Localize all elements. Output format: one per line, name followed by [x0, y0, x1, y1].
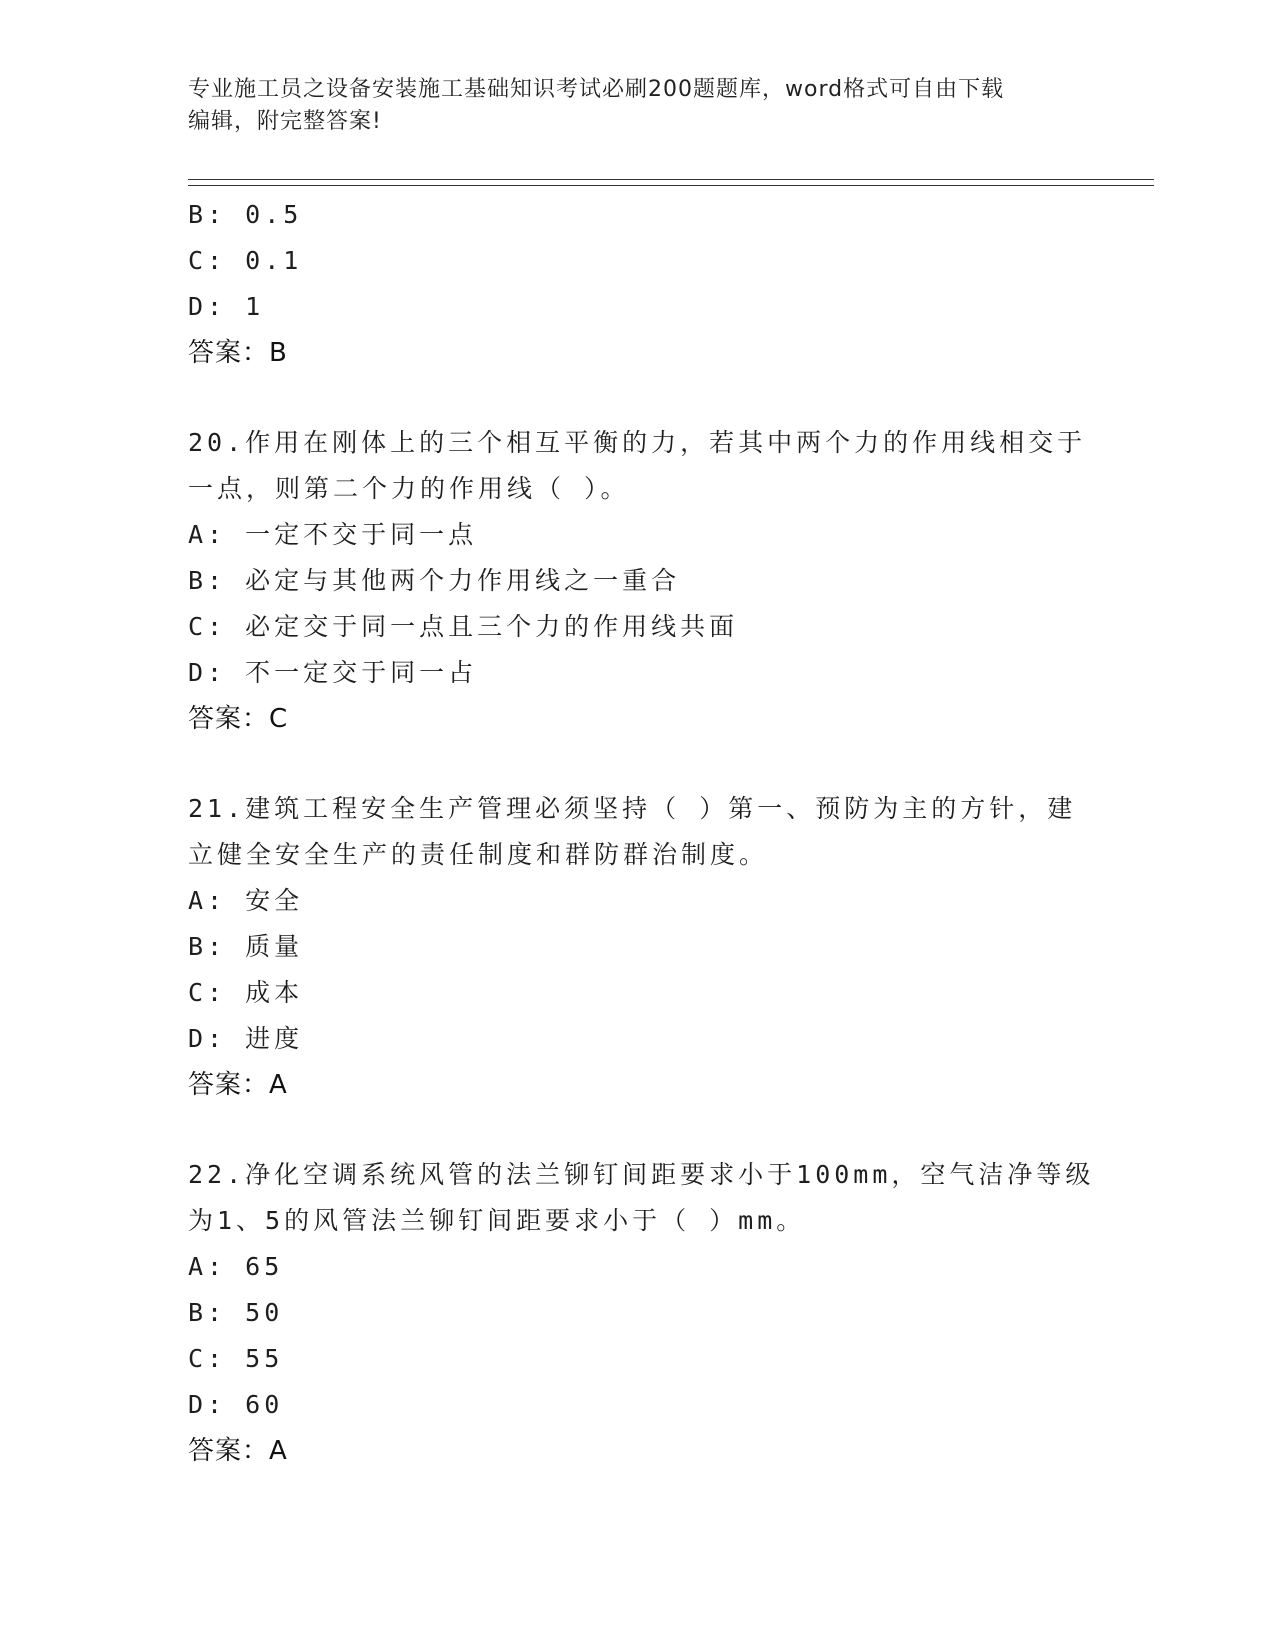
header-line-2: 编辑，附完整答案! [188, 109, 382, 134]
spacer [188, 742, 1088, 786]
option-b: B: 0.5 [188, 200, 303, 229]
document-header [188, 74, 1088, 138]
option-d: D: 进度 [188, 1024, 304, 1053]
question-22 [188, 1152, 1095, 1474]
answer-line: 答案：A [188, 1436, 288, 1466]
option-b: B: 必定与其他两个力作用线之一重合 [188, 566, 681, 595]
spacer [188, 1108, 1088, 1152]
question-19-tail [188, 192, 1088, 376]
option-d: D: 60 [188, 1390, 284, 1419]
question-20 [188, 420, 1088, 742]
question-stem-line-1: 22.净化空调系统风管的法兰铆钉间距要求小于100mm，空气洁净等级 [188, 1160, 1095, 1189]
answer-line: 答案：C [188, 704, 289, 734]
option-c: C: 0.1 [188, 246, 303, 275]
question-stem-line-2: 一点，则第二个力的作用线（ ）。 [188, 474, 630, 503]
option-c: C: 成本 [188, 978, 304, 1007]
option-c: C: 必定交于同一点且三个力的作用线共面 [188, 612, 739, 641]
option-a: A: 一定不交于同一点 [188, 520, 478, 549]
question-stem-line-1: 20.作用在刚体上的三个相互平衡的力，若其中两个力的作用线相交于 [188, 428, 1087, 457]
option-c: C: 55 [188, 1344, 284, 1373]
answer-line: 答案：A [188, 1070, 288, 1100]
option-d: D: 1 [188, 292, 265, 321]
question-stem-line-2: 立健全安全生产的责任制度和群防群治制度。 [188, 840, 769, 869]
document-body [188, 192, 1095, 1474]
header-divider [188, 179, 1154, 186]
question-stem-line-2: 为1、5的风管法兰铆钉间距要求小于（ ）mm。 [188, 1206, 806, 1235]
header-line-1: 专业施工员之设备安装施工基础知识考试必刷200题题库，word格式可自由下载 [188, 77, 1005, 102]
answer-line: 答案：B [188, 338, 288, 368]
option-a: A: 安全 [188, 886, 304, 915]
question-stem-line-1: 21.建筑工程安全生产管理必须坚持（ ）第一、预防为主的方针，建 [188, 794, 1077, 823]
option-d: D: 不一定交于同一占 [188, 658, 478, 687]
question-21 [188, 786, 1088, 1108]
option-b: B: 50 [188, 1298, 284, 1327]
option-b: B: 质量 [188, 932, 304, 961]
spacer [188, 376, 1088, 420]
option-a: A: 65 [188, 1252, 284, 1281]
